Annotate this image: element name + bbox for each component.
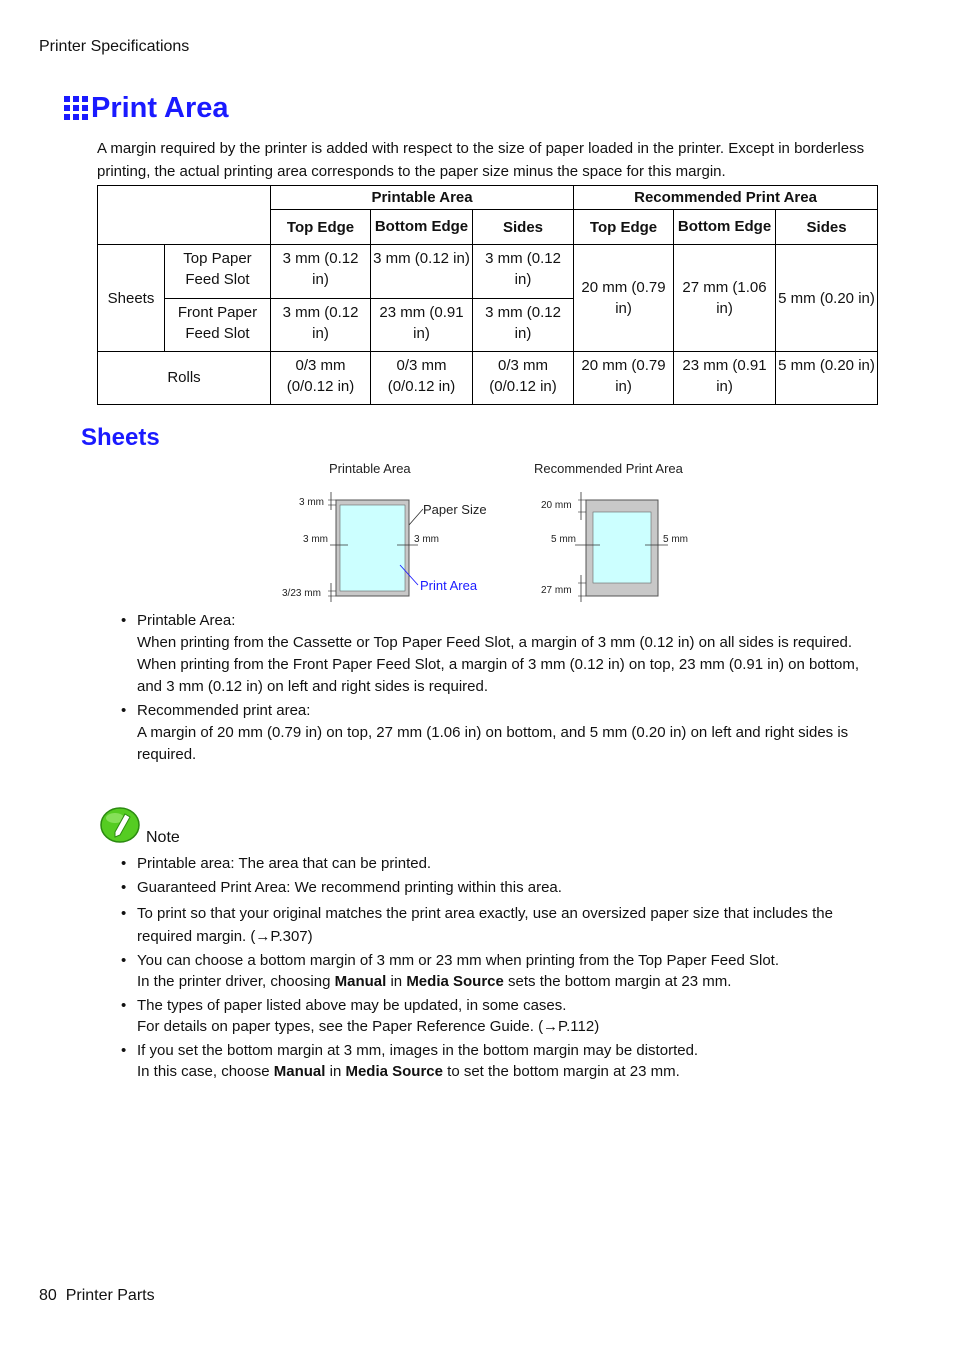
list-item bbox=[121, 1040, 881, 1082]
intro-paragraph: A margin required by the printer is added with respect to the size of paper loaded in the printer. Except in borderless printing, the actual printing area corresponds to the paper size minus the space for this margin. bbox=[97, 140, 865, 180]
left-top-label: 3 mm bbox=[299, 497, 324, 508]
bullet: • bbox=[121, 952, 127, 969]
bold-term-media-source: Media Source bbox=[345, 1063, 443, 1080]
list-item-text: To print so that your original matches the print area exactly, use an oversized paper size that includes the required margin. (→P.307) bbox=[137, 905, 833, 945]
bullet: • bbox=[121, 997, 127, 1014]
right-left-label: 5 mm bbox=[551, 534, 576, 545]
note-label: Note bbox=[146, 829, 180, 846]
bold-term-manual: Manual bbox=[334, 973, 387, 990]
list-item bbox=[121, 995, 881, 1037]
grid-icon bbox=[64, 96, 88, 120]
list-item-text bbox=[137, 971, 881, 992]
header-rec-sides: Sides bbox=[776, 210, 878, 245]
cell-rolls-top: 0/3 mm (0/0.12 in) bbox=[271, 351, 371, 404]
cell-sheets-rec-sides: 5 mm (0.20 in) bbox=[776, 245, 878, 351]
table-corner-cell bbox=[98, 186, 271, 245]
left-print-area-rect bbox=[340, 505, 405, 591]
page-title: Print Area bbox=[91, 91, 229, 124]
footer-section: Printer Parts bbox=[65, 1287, 155, 1304]
text-run: in bbox=[386, 973, 407, 990]
row-label-top-slot: Top Paper Feed Slot bbox=[165, 245, 271, 298]
list-item bbox=[121, 950, 881, 992]
list-item bbox=[121, 853, 881, 875]
list-item-title: Printable Area: bbox=[137, 612, 236, 629]
list-item-title: Recommended print area: bbox=[137, 702, 311, 719]
text-run: In this case, choose bbox=[137, 1063, 274, 1080]
margin-details-list bbox=[121, 610, 881, 766]
list-item bbox=[121, 700, 881, 766]
list-item-text: Guaranteed Print Area: We recommend printing within this area. bbox=[137, 879, 562, 896]
list-item-text: When printing from the Front Paper Feed Slot, a margin of 3 mm (0.12 in) on top, 23 mm (0.91 in) on bottom, and 3 mm (0.12 in) on left and right sides is required. bbox=[137, 656, 859, 695]
list-item-text: Printable area: The area that can be printed. bbox=[137, 855, 432, 872]
list-item bbox=[121, 902, 881, 948]
pencil-note-icon bbox=[100, 806, 142, 846]
cell-top-slot-top: 3 mm (0.12 in) bbox=[271, 245, 371, 298]
left-right-label: 3 mm bbox=[414, 534, 439, 545]
note-list bbox=[121, 853, 881, 1082]
list-item-text: If you set the bottom margin at 3 mm, images in the bottom margin may be distorted. bbox=[137, 1042, 699, 1059]
paper-size-label: Paper Size bbox=[423, 502, 487, 517]
bullet: • bbox=[121, 612, 127, 629]
bullet: • bbox=[121, 702, 127, 719]
header-rec-bottom-edge: Bottom Edge bbox=[674, 210, 776, 245]
header-printable-area: Printable Area bbox=[271, 186, 574, 210]
table-row bbox=[98, 245, 878, 298]
cell-top-slot-bottom: 3 mm (0.12 in) bbox=[371, 245, 473, 298]
row-label-front-slot: Front Paper Feed Slot bbox=[165, 298, 271, 351]
diagram-right-title: Recommended Print Area bbox=[534, 461, 683, 476]
list-item-text bbox=[137, 1061, 881, 1082]
cell-rolls-rec-sides: 5 mm (0.20 in) bbox=[776, 351, 878, 404]
list-item bbox=[121, 877, 881, 899]
cell-front-slot-bottom: 23 mm (0.91 in) bbox=[371, 298, 473, 351]
print-area-diagram bbox=[270, 455, 710, 605]
table-row bbox=[98, 351, 878, 404]
row-label-sheets: Sheets bbox=[98, 245, 165, 351]
cell-rolls-rec-top: 20 mm (0.79 in) bbox=[574, 351, 674, 404]
print-area-label: Print Area bbox=[420, 578, 478, 593]
bullet: • bbox=[121, 1042, 127, 1059]
cell-front-slot-top: 3 mm (0.12 in) bbox=[271, 298, 371, 351]
page-footer bbox=[39, 1287, 155, 1305]
bullet: • bbox=[121, 879, 127, 896]
text-run: to set the bottom margin at 23 mm. bbox=[442, 1063, 680, 1080]
left-left-label: 3 mm bbox=[303, 534, 328, 545]
text-run: in bbox=[325, 1063, 346, 1080]
bullet: • bbox=[121, 855, 127, 872]
running-header: Printer Specifications bbox=[39, 38, 190, 55]
section-title-row bbox=[64, 88, 229, 128]
list-item bbox=[121, 610, 881, 698]
list-item-text: The types of paper listed above may be updated, in some cases. bbox=[137, 997, 567, 1014]
left-bottom-label: 3/23 mm bbox=[282, 588, 321, 599]
list-item-text: A margin of 20 mm (0.79 in) on top, 27 mm (1.06 in) on bottom, and 5 mm (0.20 in) on left and right sides is required. bbox=[137, 724, 849, 763]
cell-rolls-rec-bottom: 23 mm (0.91 in) bbox=[674, 351, 776, 404]
cell-top-slot-sides: 3 mm (0.12 in) bbox=[473, 245, 574, 298]
paper-size-leader bbox=[409, 509, 423, 525]
right-print-area-rect bbox=[593, 512, 651, 583]
bold-term-manual: Manual bbox=[273, 1063, 326, 1080]
diagram-left-title: Printable Area bbox=[329, 461, 411, 476]
cell-rolls-sides: 0/3 mm (0/0.12 in) bbox=[473, 351, 574, 404]
bold-term-media-source: Media Source bbox=[406, 973, 504, 990]
header-rec-top-edge: Top Edge bbox=[574, 210, 674, 245]
right-right-label: 5 mm bbox=[663, 534, 688, 545]
page-number: 80 bbox=[39, 1287, 57, 1304]
header-recommended-area: Recommended Print Area bbox=[574, 186, 878, 210]
cell-sheets-rec-bottom: 27 mm (1.06 in) bbox=[674, 245, 776, 351]
header-sides: Sides bbox=[473, 210, 574, 245]
row-label-rolls: Rolls bbox=[98, 351, 271, 404]
bullet: • bbox=[121, 905, 127, 922]
cell-front-slot-sides: 3 mm (0.12 in) bbox=[473, 298, 574, 351]
cell-sheets-rec-top: 20 mm (0.79 in) bbox=[574, 245, 674, 351]
print-area-table bbox=[97, 185, 878, 405]
list-item-text: You can choose a bottom margin of 3 mm or 23 mm when printing from the Top Paper Feed Slot. bbox=[137, 952, 780, 969]
text-run: In the printer driver, choosing bbox=[137, 973, 335, 990]
right-bottom-label: 27 mm bbox=[541, 585, 572, 596]
cell-rolls-bottom: 0/3 mm (0/0.12 in) bbox=[371, 351, 473, 404]
header-top-edge: Top Edge bbox=[271, 210, 371, 245]
list-item-text: For details on paper types, see the Paper Reference Guide. (→P.112) bbox=[137, 1018, 600, 1035]
header-bottom-edge: Bottom Edge bbox=[371, 210, 473, 245]
right-top-label: 20 mm bbox=[541, 500, 572, 511]
list-item-text: When printing from the Cassette or Top Paper Feed Slot, a margin of 3 mm (0.12 in) on all sides is required. bbox=[137, 634, 853, 651]
subsection-heading-sheets: Sheets bbox=[81, 424, 160, 451]
text-run: sets the bottom margin at 23 mm. bbox=[503, 973, 732, 990]
